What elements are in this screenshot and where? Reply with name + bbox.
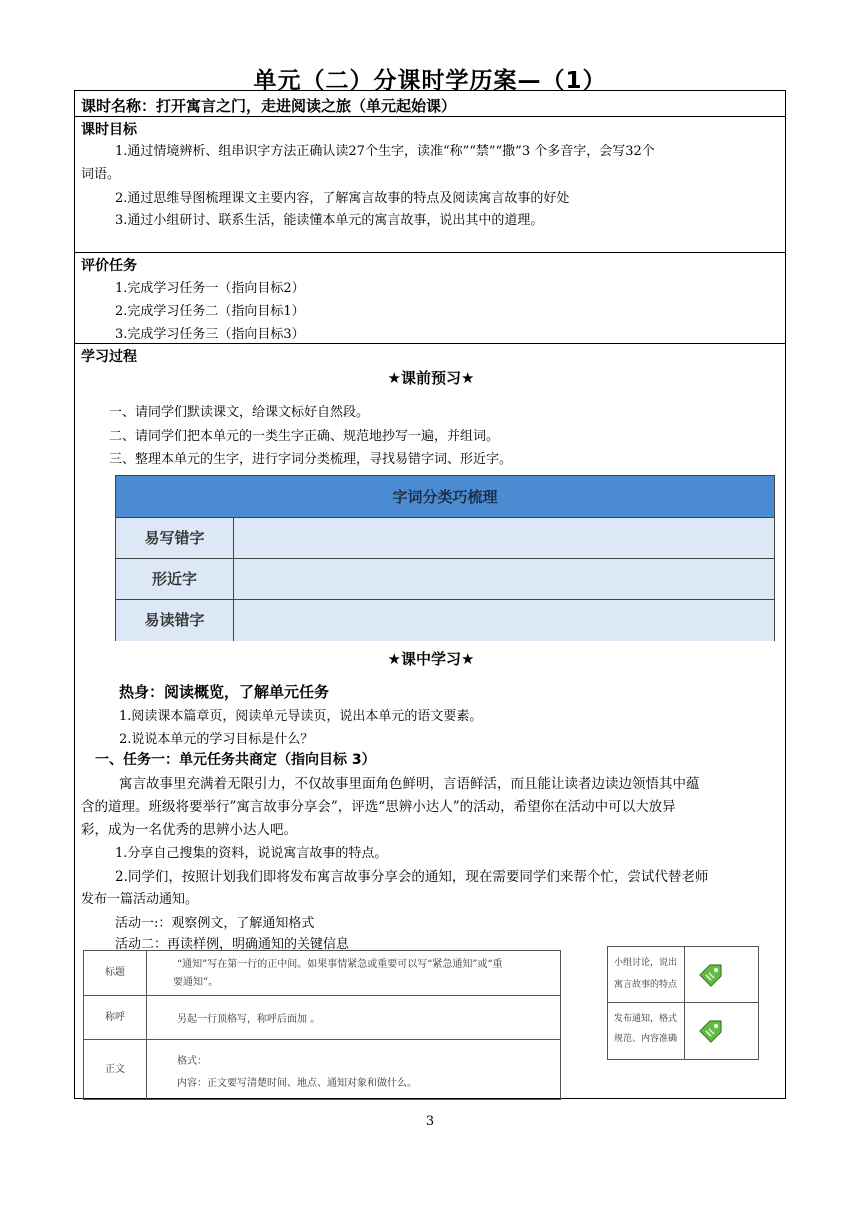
warmup-item: 1.阅读课本篇章页，阅读单元导读页，说出本单元的语文要素。 [119, 709, 483, 724]
lesson-name: 课时名称：打开寓言之门，走进阅读之旅（单元起始课） [81, 97, 457, 115]
evaluation-item: 1.完成学习任务一（指向目标2） [115, 281, 305, 296]
word-classification-table [115, 475, 775, 641]
tag-icon [697, 961, 725, 989]
lesson-plan-table [74, 90, 786, 1099]
evaluation-item: 2.完成学习任务二（指向目标1） [115, 304, 305, 319]
evaluation-heading: 评价任务 [81, 258, 137, 274]
process-heading: 学习过程 [81, 349, 137, 365]
tag-icon [697, 1017, 725, 1045]
word-table-row [116, 600, 774, 641]
word-table-label: 易读错字 [116, 600, 234, 641]
objective-item-cont: 词语。 [81, 167, 121, 182]
notice-label: 称呼 [105, 1012, 125, 1023]
preview-item: 一、请同学们默读课文，给课文标好自然段。 [109, 405, 370, 420]
word-table-header [116, 476, 774, 518]
warmup-item: 2.说说本单元的学习目标是什么？ [119, 732, 314, 747]
page-number: 3 [425, 1114, 435, 1129]
objective-item: 3.通过小组研讨、联系生活，能读懂本单元的寓言故事，说出其中的道理。 [115, 213, 544, 228]
check-text: 发布通知，格式 [614, 1014, 678, 1024]
word-table-label: 易写错字 [116, 518, 234, 558]
divider [75, 116, 785, 117]
notice-label-cell [83, 950, 147, 996]
notice-label-cell [83, 1039, 147, 1100]
notice-label: 正文 [105, 1064, 125, 1075]
check-text: 寓言故事的特点 [614, 980, 678, 990]
objective-item: 1.通过情境辨析、组串识字方法正确认读27个生字，读准“称”“禁”“撒”3 个多音字，会写32个 [115, 144, 655, 159]
notice-text: 要通知”。 [173, 977, 219, 988]
divider [75, 252, 785, 253]
task1-paragraph: 彩，成为一名优秀的思辨小达人吧。 [81, 822, 297, 838]
preview-item: 二、请同学们把本单元的一类生字正确、规范地抄写一遍，并组词。 [109, 429, 500, 444]
check-text: 小组讨论，说出 [614, 958, 678, 968]
notice-label: 标题 [105, 967, 125, 978]
word-table-row [116, 518, 774, 559]
document-title: 单元（二）分课时学历案—（1） [253, 68, 607, 94]
notice-text: 另起一行顶格写，称呼后面加 。 [177, 1014, 321, 1025]
notice-text-cell [146, 995, 561, 1040]
notice-label-cell [83, 995, 147, 1040]
task1-paragraph: 寓言故事里充满着无限引力，不仅故事里面角色鲜明，言语鲜活，而且能让读者边读边领悟其中蕴 [119, 776, 700, 792]
in-class-title: ★课中学习★ [387, 650, 475, 668]
word-table-label: 形近字 [116, 559, 234, 599]
preview-title: ★课前预习★ [387, 369, 475, 387]
task1-paragraph: 含的道理。班级将要举行”寓言故事分享会”，评选“思辨小达人”的活动，希望你在活动中可以大放异 [81, 799, 676, 815]
task1-item: 2.同学们，按照计划我们即将发布寓言故事分享会的通知，现在需要同学们来帮个忙，尝试代替老师 [115, 869, 709, 885]
notice-text-cell [146, 950, 561, 996]
notice-text: 内容：正文要写清楚时间、地点、通知对象和做什么。 [177, 1078, 417, 1089]
notice-text: “通知”写在第一行的正中间。如果事情紧急或重要可以写“紧急通知”或“重 [177, 959, 503, 970]
notice-text: 格式： [177, 1056, 207, 1067]
check-icon-cell [684, 946, 759, 1003]
check-text: 规范、内容准确 [614, 1034, 678, 1044]
activity-item: 活动一:：观察例文，了解通知格式 [115, 916, 315, 931]
evaluation-item: 3.完成学习任务三（指向目标3） [115, 327, 305, 342]
task1-item-cont: 发布一篇活动通知。 [81, 892, 199, 907]
notice-text-cell [146, 1039, 561, 1100]
task1-item: 1.分享自己搜集的资料，说说寓言故事的特点。 [115, 846, 388, 861]
preview-item: 三、整理本单元的生字，进行字词分类梳理，寻找易错字词、形近字。 [109, 452, 513, 467]
warmup-title: 热身：阅读概览，了解单元任务 [119, 683, 330, 701]
word-table-row [116, 559, 774, 600]
word-table-title: 字词分类巧梳理 [392, 488, 498, 506]
check-text-cell [607, 946, 685, 1003]
self-check-table [607, 946, 759, 1060]
notice-format-table [83, 950, 561, 1100]
objective-item: 2.通过思维导图梳理课文主要内容，了解寓言故事的特点及阅读寓言故事的好处 [115, 191, 570, 206]
task1-title: 一、任务一：单元任务共商定（指向目标 3） [95, 752, 376, 768]
check-icon-cell [684, 1002, 759, 1060]
check-text-cell [607, 1002, 685, 1060]
activity-item: 活动二：再读样例，明确通知的关键信息 [115, 937, 350, 952]
divider [75, 343, 785, 344]
objectives-heading: 课时目标 [81, 122, 137, 138]
